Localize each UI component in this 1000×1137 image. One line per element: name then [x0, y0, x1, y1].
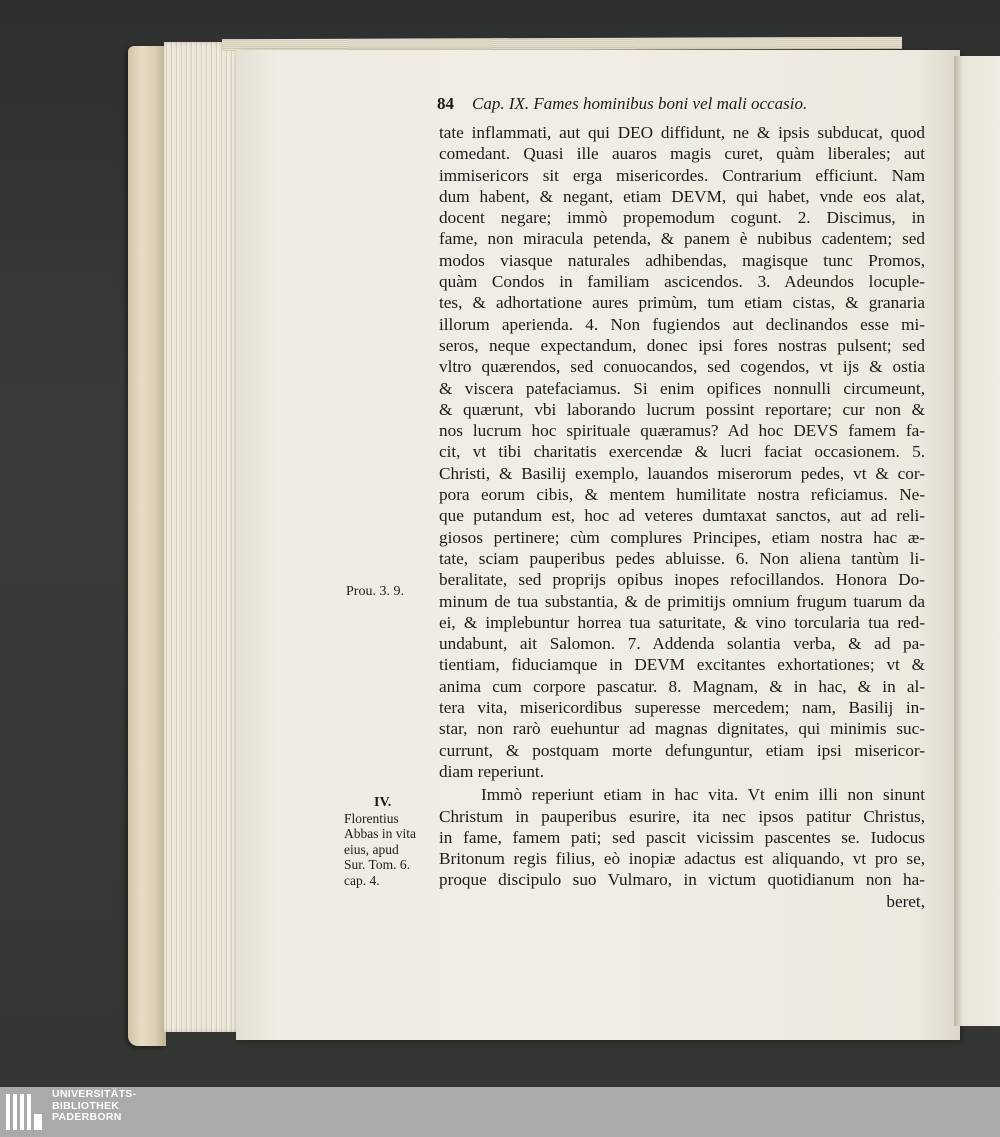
logo-text-line: PADERBORN — [52, 1111, 122, 1123]
text-line: tientiam, fiduciamque in DEVM excitantes exhortationes; vt & — [439, 655, 925, 675]
footer-bar — [0, 1087, 1000, 1137]
text-line: comedant. Quasi ille auaros magis curet, quàm liberales; aut — [439, 144, 925, 164]
library-logo-text — [52, 1089, 136, 1124]
text-line: modos viasque naturales adhibendas, magisque tunc Promos, — [439, 250, 925, 270]
text-line: in fame, famem pati; sed pascit vicissim pascentes se. Iudocus — [439, 827, 925, 847]
text-line: anima cum corpore pascatur. 8. Magnam, & in hac, & in al- — [439, 676, 925, 696]
text-line: tate, sciam pauperibus pedes abluisse. 6. Non aliena tantùm li- — [439, 548, 925, 568]
text-line: ei, & implebuntur horrea tua saturitate, & vino torcularia tua red- — [439, 612, 925, 632]
body-text — [439, 122, 925, 912]
text-line: docent negare; immò propemodum cogunt. 2. Discimus, in — [439, 208, 925, 228]
text-line: Christum in pauperibus esurire, ita nec ipsos patitur Christus, — [439, 806, 925, 826]
logo-text-line: UNIVERSITÄTS- — [52, 1088, 137, 1100]
margin-note-line: cap. 4. — [344, 872, 380, 888]
text-line: undabunt, ait Salomon. 7. Addenda solantia verba, & ad pa- — [439, 634, 925, 654]
text-line: seros, neque expectandum, donec ipsi fores nostras pulsent; sed — [439, 335, 925, 355]
margin-note-line: Sur. Tom. 6. — [344, 857, 410, 872]
text-line: fame, non miracula petenda, & panem è nubibus cadentem; sed — [439, 229, 925, 249]
text-line: tera vita, misericordibus superesse mercedem; nam, Basilij in- — [439, 698, 925, 718]
text-line: proque discipulo suo Vulmaro, in victum quotidianum non ha- — [439, 870, 925, 890]
text-line: & quærunt, vbi laborando lucrum possint reportare; cur non & — [439, 399, 925, 419]
text-line: cit, vt tibi charitatis exercendæ & lucri faciat occasionem. 5. — [439, 442, 925, 462]
text-line: diam reperiunt. — [439, 761, 544, 781]
library-logo-icon — [4, 1090, 44, 1134]
text-line: nos lucrum hoc spirituale quæramus? Ad hoc DEVS famem fa- — [439, 421, 925, 441]
text-line: dum habent, & negant, etiam DEVM, qui habet, vnde eos alat, — [439, 186, 925, 206]
text-line: Christi, & Basilij exemplo, lauandos miserorum pedes, vt & cor- — [439, 463, 925, 483]
text-line: beralitate, sed proprijs opibus inopes refocillandos. Honora Do- — [439, 570, 925, 590]
text-line: Immò reperiunt etiam in hac vita. Vt enim illi non sinunt — [481, 785, 925, 805]
text-line: vltro quærendos, sed conuocandos, sed cogendos, vt ijs & ostia — [439, 357, 925, 377]
text-line: pora eorum cibis, & mentem humilitate nostra reficiamus. Ne- — [439, 485, 925, 505]
text-line: quàm Condos in familiam ascicendos. 3. Adeundos locuple- — [439, 272, 925, 292]
text-line: giosos pertinere; cùm complures Principes, etiam nostra hac æ- — [439, 527, 925, 547]
text-line: star, non rarò euehuntur ad magnas dignitates, qui minimis suc- — [439, 719, 925, 739]
margin-note-line: Florentius — [344, 810, 399, 826]
logo-text-line: BIBLIOTHEK — [52, 1099, 120, 1112]
page-number: 84 — [437, 94, 454, 113]
text-line: illorum aperienda. 4. Non fugiendos aut declinandos esse mi- — [439, 314, 925, 334]
running-head — [437, 94, 917, 122]
text-line: minum de tua substantia, & de primitijs omnium frugum tuarum da — [439, 591, 925, 611]
margin-note-line: eius, apud — [344, 841, 399, 857]
text-line: immisericors sit erga misericordes. Contrarium efficiunt. Nam — [439, 165, 925, 185]
margin-note-proverbs: Prou. 3. 9. — [346, 584, 404, 599]
text-line: & viscera patefaciamus. Si enim opifices nonnulli circumeunt, — [439, 378, 925, 398]
margin-note-source — [344, 795, 434, 888]
text-line: tes, & adhortatione aures primùm, tum etiam cistas, & granaria — [439, 293, 925, 313]
text-line: que putandum est, hoc ad veteres dumtaxat sanctos, aut ad reli- — [439, 506, 925, 526]
text-line: tate inflammati, aut qui DEO diffidunt, ne & ipsis subducat, quod — [439, 123, 925, 142]
next-page-edge — [954, 56, 1000, 1026]
text-line: Britonum regis filius, eò inopiæ adactus est aliquando, vt pro se, — [439, 849, 925, 869]
margin-note-line: Abbas in vita — [344, 826, 416, 841]
section-number: IV. — [374, 795, 392, 810]
book-cover — [128, 46, 166, 1046]
chapter-title: Cap. IX. Fames hominibus boni vel mali occasio. — [472, 94, 808, 113]
text-line: beret, — [886, 891, 925, 911]
text-line: currunt, & postquam morte defunguntur, etiam ipsi misericor- — [439, 740, 925, 760]
